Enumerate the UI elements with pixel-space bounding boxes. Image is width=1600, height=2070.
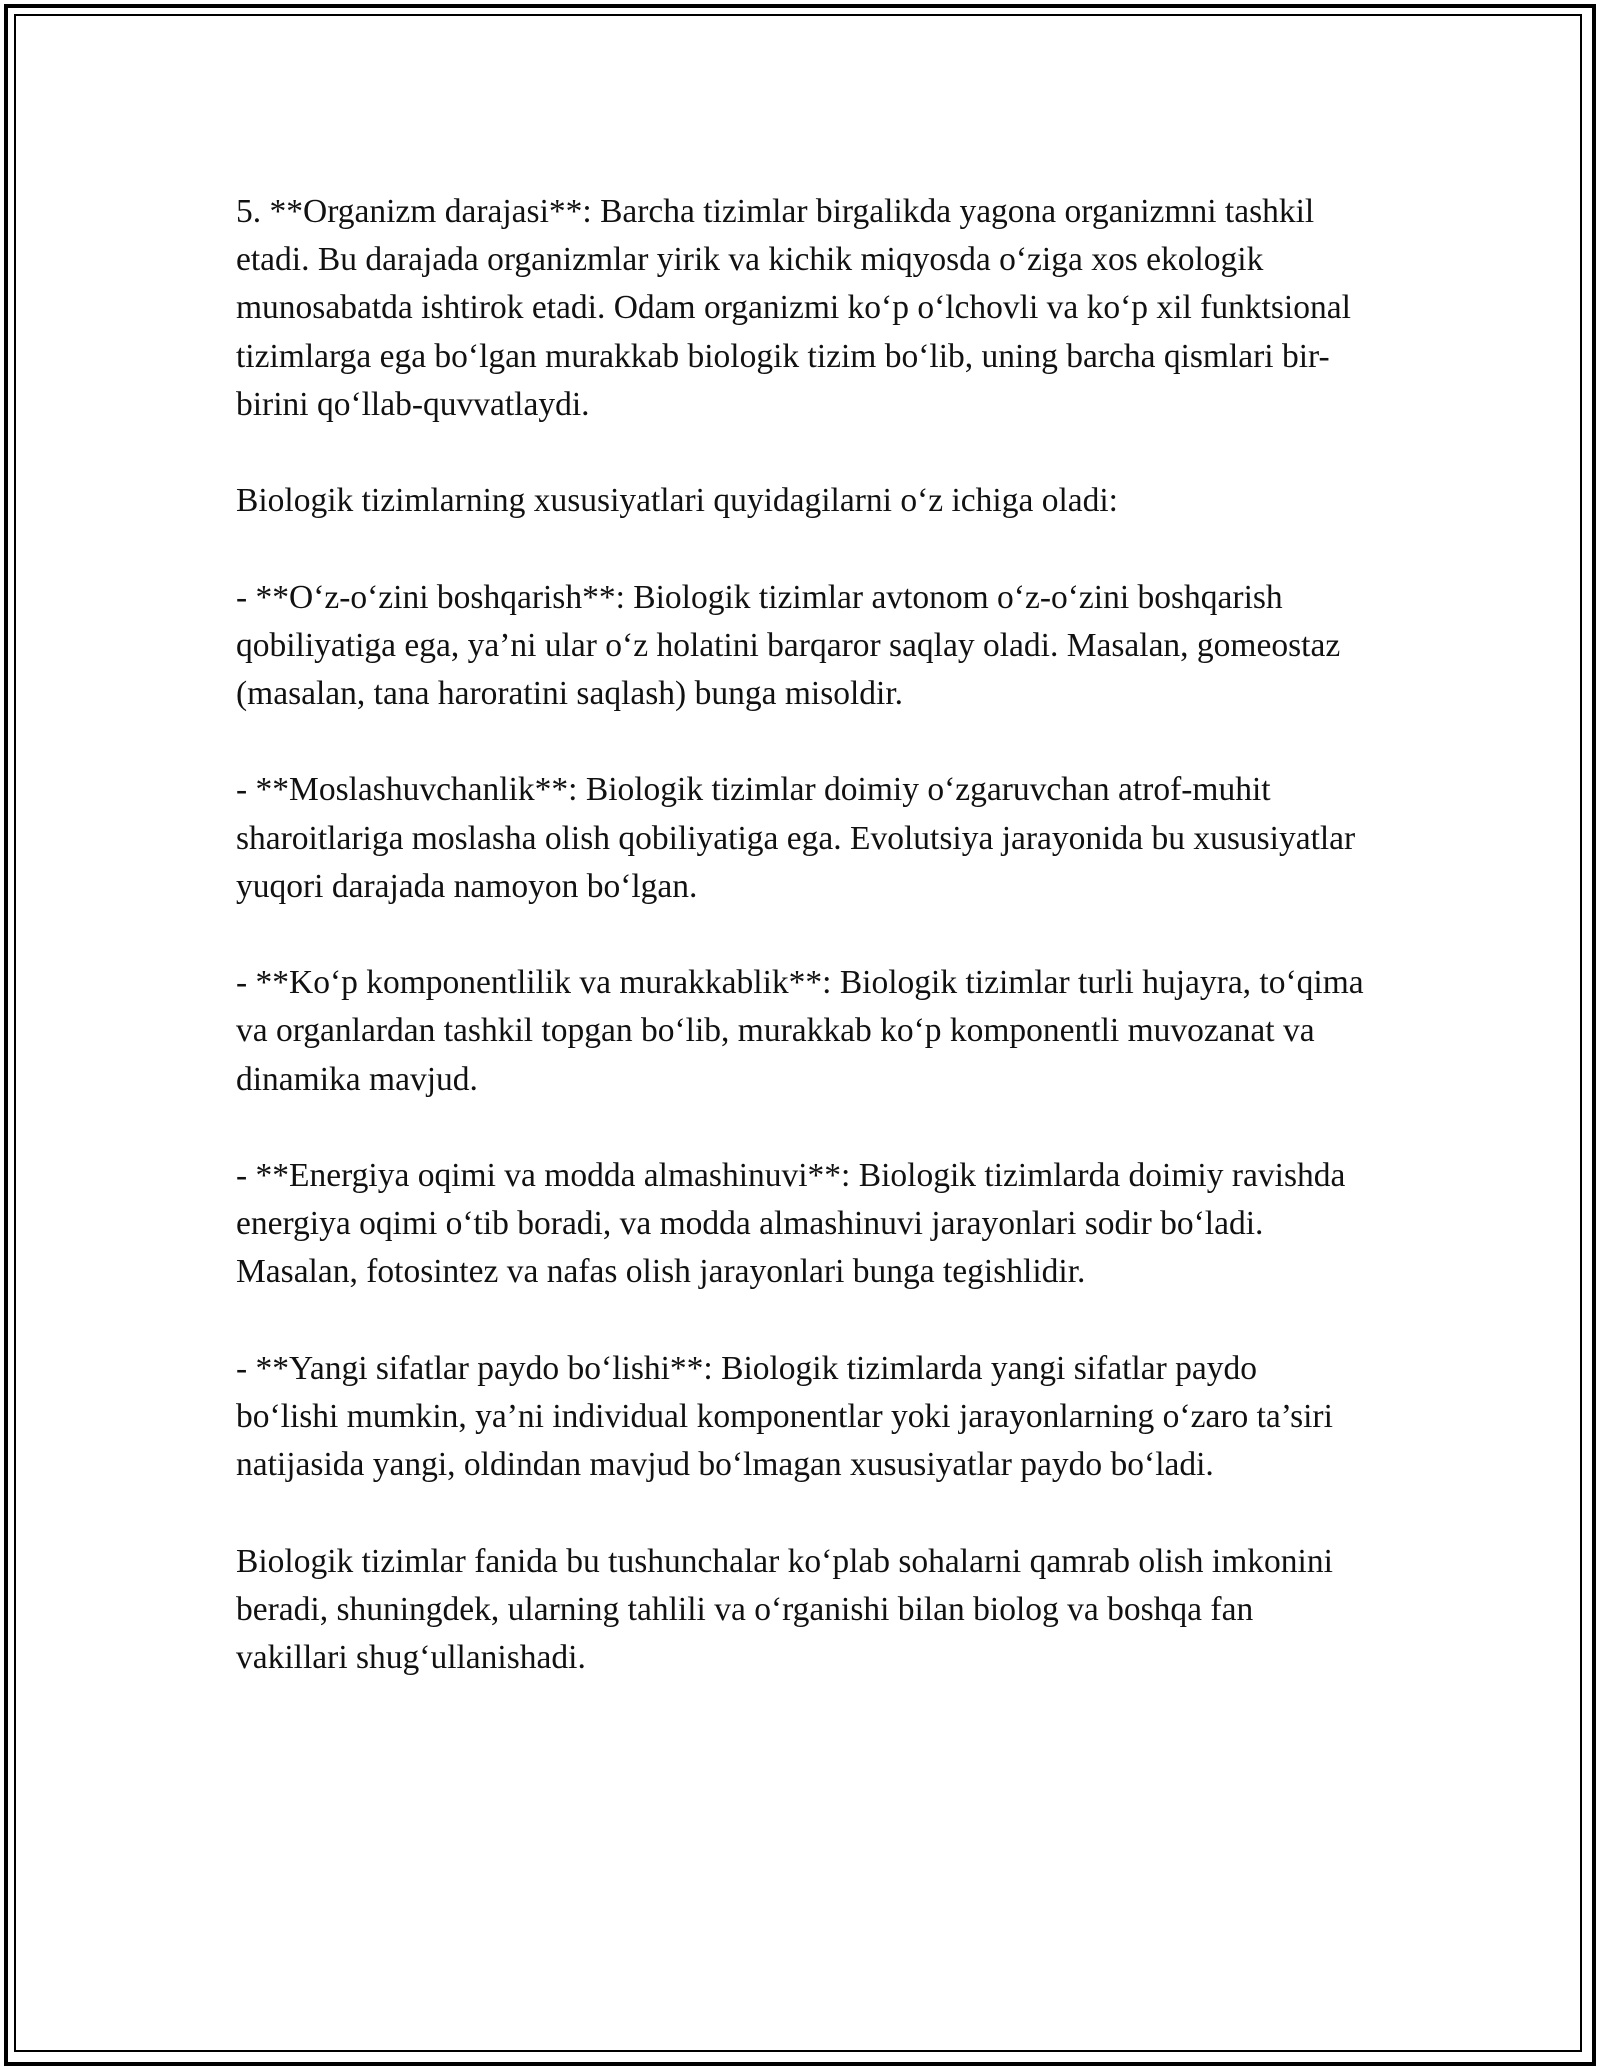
list-item-emergent-properties: - **Yangi sifatlar paydo bo‘lishi**: Biologik tizimlarda yangi sifatlar paydo bo‘lishi mumkin, ya’ni individual komponentlar yoki jarayonlarning o‘zaro ta’siri natijasida yangi, oldindan mavjud bo‘lmagan xususiyatlar paydo bo‘ladi. [236, 1349, 1333, 1484]
list-item-complexity: - **Ko‘p komponentlilik va murakkablik**: Biologik tizimlar turli hujayra, to‘qima va organlardan tashkil topgan bo‘lib, murakkab ko‘p komponentli muvozanat va dinamika mavjud. [236, 964, 1364, 1098]
list-item-energy-flow: - **Energiya oqimi va modda almashinuvi**: Biologik tizimlarda doimiy ravishda energiya oqimi o‘tib boradi, va modda almashinuvi jarayonlari sodir bo‘ladi. Masalan, fotosintez va nafas olish jarayonlari bunga tegishlidir. [236, 1156, 1346, 1291]
list-item-adaptability: - **Moslashuvchanlik**: Biologik tizimlar doimiy o‘zgaruvchan atrof-muhit sharoitlariga moslasha olish qobiliyatiga ega. Evolutsiya jarayonida bu xususiyatlar yuqori darajada namoyon bo‘lgan. [236, 771, 1356, 905]
list-item-self-regulation: - **O‘z-o‘zini boshqarish**: Biologik tizimlar avtonom o‘z-o‘zini boshqarish qobiliyatiga ega, ya’ni ular o‘z holatini barqaror saqlay oladi. Masalan, gomeostaz (masalan, tana haroratini saqlash) bunga misoldir. [236, 578, 1341, 712]
paragraph-organism-level: 5. **Organizm darajasi**: Barcha tizimlar birgalikda yagona organizmni tashkil etadi. Bu darajada organizmlar yirik va kichik miqyosda o‘ziga xos ekologik munosabatda ishtirok etadi. Odam organizmi ko‘p o‘lchovli va ko‘p xil funktsional tizimlarga ega bo‘lgan murakkab biologik tizim bo‘lib, uning barcha qismlari bir-birini qo‘llab-quvvatlaydi. [236, 193, 1351, 423]
paragraph-properties-intro: Biologik tizimlarning xususiyatlari quyidagilarni o‘z ichiga oladi: [236, 482, 1118, 520]
paragraph-conclusion: Biologik tizimlar fanida bu tushunchalar ko‘plab sohalarni qamrab olish imkonini beradi, shuningdek, ularning tahlili va o‘rganishi bilan biolog va boshqa fan vakillari shug‘ullanishadi. [236, 1542, 1333, 1676]
document-body [236, 188, 1366, 1730]
